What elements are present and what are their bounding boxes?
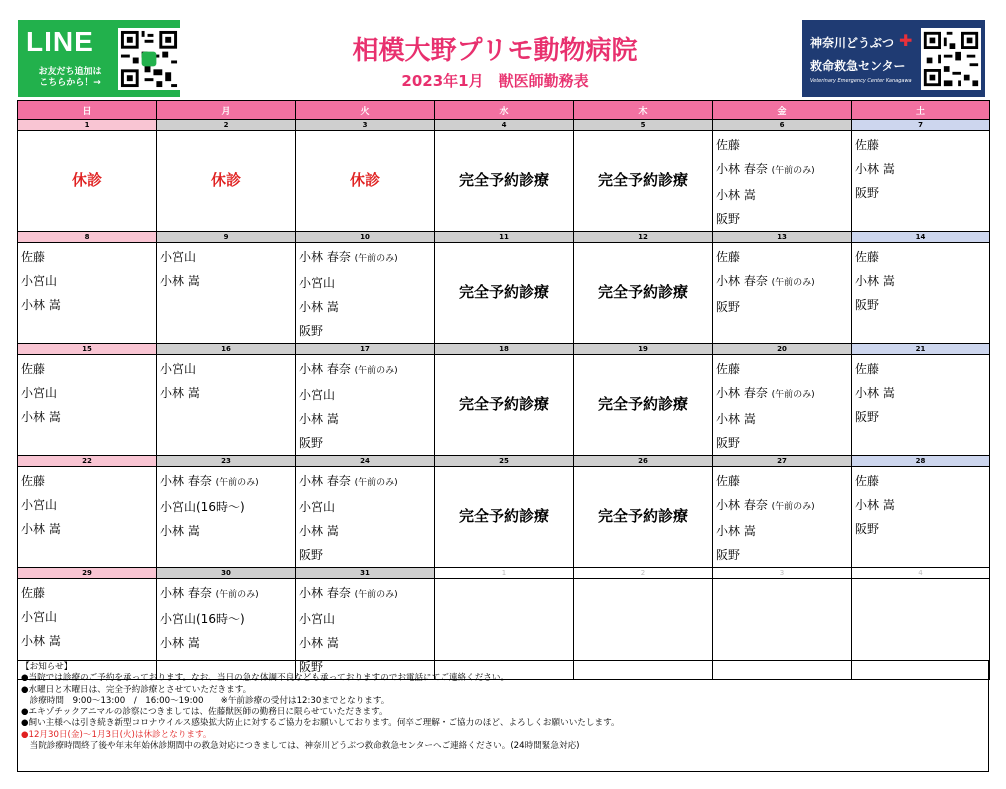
duty-calendar: [17, 100, 990, 680]
doctor-name: 阪野: [299, 660, 324, 674]
reservation-only-label: 完全予約診療: [458, 506, 549, 525]
date-number: 24: [296, 456, 435, 467]
day-cell: [18, 243, 157, 344]
day-cell: [435, 467, 574, 568]
doctor-entry: [18, 605, 156, 629]
doctor-name: 小宮山: [21, 274, 58, 288]
reservation-only-label: 完全予約診療: [597, 170, 688, 189]
doctor-entry: [296, 469, 434, 495]
day-cell: [18, 467, 157, 568]
doctor-name: 小宮山: [299, 276, 336, 290]
doctor-entry: [296, 495, 434, 519]
day-cell: [435, 131, 574, 232]
doctor-name: 小林 春奈: [716, 274, 768, 288]
date-number: 21: [852, 344, 990, 355]
doctor-entry: [852, 133, 989, 157]
notice-line-holiday: ●12月30日(金)～1月3日(火)は休診となります。: [21, 729, 212, 740]
doctor-entry: [713, 543, 851, 567]
date-number: 26: [574, 456, 713, 467]
day-cell: [157, 243, 296, 344]
closed-label: 休診: [349, 170, 380, 189]
doctor-name: 小林 春奈: [716, 162, 768, 176]
doctor-name: 佐藤: [21, 586, 46, 600]
doctor-entry: [852, 293, 989, 317]
doctor-name: 小林 嵩: [299, 412, 339, 426]
doctor-entry: [713, 407, 851, 431]
date-number: 28: [852, 456, 990, 467]
date-number: 14: [852, 232, 990, 243]
date-number: 27: [713, 456, 852, 467]
date-number: 2: [157, 120, 296, 131]
date-number: 1: [435, 568, 574, 579]
doctor-note: (午前のみ): [771, 502, 815, 512]
doctor-entry: [18, 245, 156, 269]
doctor-name: 小林 春奈: [299, 250, 351, 264]
day-cell: [713, 131, 852, 232]
doctor-name: 阪野: [855, 522, 880, 536]
er-badge-english: Veterinary Emergency Center Kanagawa: [810, 78, 912, 84]
emergency-center-badge[interactable]: [802, 20, 985, 97]
weekday-sat: 土: [852, 101, 990, 120]
doctor-name: 阪野: [299, 324, 324, 338]
day-cell: [18, 131, 157, 232]
day-cell: [296, 467, 435, 568]
date-number: 3: [713, 568, 852, 579]
doctor-entry: [18, 357, 156, 381]
qr-code-graphic: [118, 28, 180, 90]
doctor-entry: [157, 495, 295, 519]
doctor-entry: [296, 543, 434, 567]
day-cell: [435, 243, 574, 344]
doctor-name: 阪野: [299, 548, 324, 562]
doctor-name: 小林 嵩: [855, 274, 895, 288]
day-cell: [574, 355, 713, 456]
doctor-entry: [713, 133, 851, 157]
line-badge-caption-line1: お友だち追加は: [38, 67, 102, 77]
doctor-name: 小林 嵩: [716, 188, 756, 202]
weekday-tue: 火: [296, 101, 435, 120]
doctor-entry: [157, 607, 295, 631]
date-number: 9: [157, 232, 296, 243]
doctor-name: 佐藤: [855, 474, 880, 488]
date-number: 1: [18, 120, 157, 131]
doctor-entry: [296, 295, 434, 319]
doctor-note: (午前のみ): [771, 390, 815, 400]
date-number: 5: [574, 120, 713, 131]
doctor-entry: [852, 381, 989, 405]
weekday-fri: 金: [713, 101, 852, 120]
doctor-entry: [852, 157, 989, 181]
doctor-entry: [157, 269, 295, 293]
doctor-entry: [713, 469, 851, 493]
date-number: 3: [296, 120, 435, 131]
closed-label: 休診: [210, 170, 241, 189]
line-badge-caption-line2: こちらから！→: [39, 78, 101, 88]
doctor-name: 小林 春奈: [716, 498, 768, 512]
doctor-name: 小林 嵩: [855, 386, 895, 400]
doctor-entry: [296, 319, 434, 343]
doctor-entry: [18, 469, 156, 493]
doctor-entry: [852, 245, 989, 269]
reservation-only-label: 完全予約診療: [458, 170, 549, 189]
doctor-name: 阪野: [716, 436, 741, 450]
doctor-name: 小林 嵩: [21, 410, 61, 424]
doctor-entry: [713, 269, 851, 295]
doctor-name: 小林 嵩: [299, 300, 339, 314]
day-cell: [296, 355, 435, 456]
notice-line: ●エキゾチックアニマルの診察につきましては、佐藤獣医師の勤務日に限らせていただきます。: [21, 707, 388, 718]
notice-line: 診療時間 9:00～13:00 / 16:00～19:00 ※午前診療の受付は12:30までとなります。: [21, 695, 390, 706]
date-number: 12: [574, 232, 713, 243]
doctor-entry: [713, 357, 851, 381]
doctor-entry: [296, 581, 434, 607]
day-cell: [713, 355, 852, 456]
calendar-body: [18, 120, 990, 680]
doctor-entry: [157, 245, 295, 269]
doctor-name: 小宮山: [21, 386, 58, 400]
doctor-name: 佐藤: [716, 138, 741, 152]
day-cell: [18, 355, 157, 456]
day-cell: [296, 131, 435, 232]
doctor-entry: [713, 207, 851, 231]
notice-box: [17, 660, 989, 772]
weekday-wed: 水: [435, 101, 574, 120]
doctor-entry: [852, 469, 989, 493]
date-row: [18, 232, 990, 243]
doctor-entry: [18, 405, 156, 429]
doctor-entry: [713, 183, 851, 207]
page-subtitle: 2023年1月 獣医師勤務表: [401, 72, 589, 90]
date-row: [18, 344, 990, 355]
doctor-name: 小宮山: [299, 612, 336, 626]
doctor-note: (午前のみ): [354, 366, 398, 376]
doctor-entry: [18, 293, 156, 317]
doctor-note: (午前のみ): [771, 166, 815, 176]
line-logo-text: LINE: [26, 26, 94, 57]
reservation-only-label: 完全予約診療: [597, 506, 688, 525]
doctor-name: 小林 春奈: [299, 474, 351, 488]
weekday-thu: 木: [574, 101, 713, 120]
notice-lines: [21, 673, 985, 752]
doctor-name: 佐藤: [716, 250, 741, 264]
doctor-name: 小林 嵩: [716, 412, 756, 426]
date-number: 8: [18, 232, 157, 243]
doctor-name: 小林 嵩: [855, 162, 895, 176]
doctor-entry: [296, 431, 434, 455]
doctor-note: (午前のみ): [354, 590, 398, 600]
doctor-entry: [157, 631, 295, 655]
doctor-entry: [296, 357, 434, 383]
line-friend-badge[interactable]: [18, 20, 180, 97]
date-number: 30: [157, 568, 296, 579]
doctor-name: 佐藤: [855, 138, 880, 152]
date-number: 4: [852, 568, 990, 579]
date-number: 15: [18, 344, 157, 355]
date-number: 19: [574, 344, 713, 355]
er-badge-line1: 神奈川どうぶつ: [810, 36, 895, 50]
doctor-entry: [713, 493, 851, 519]
er-qr-code-icon[interactable]: [921, 28, 981, 90]
doctor-entry: [18, 269, 156, 293]
doctor-entry: [852, 405, 989, 429]
qr-code-graphic: [921, 28, 981, 90]
doctor-name: 小林 嵩: [160, 274, 200, 288]
doctor-name: 小宮山: [21, 610, 58, 624]
weekday-header-row: [18, 101, 990, 120]
doctor-name: 阪野: [855, 186, 880, 200]
doctor-name: 小林 春奈: [160, 586, 212, 600]
doctor-name: 小林 春奈: [299, 362, 351, 376]
doctor-note: (午前のみ): [354, 478, 398, 488]
doctor-name: 小林 嵩: [21, 298, 61, 312]
doctor-entry: [296, 519, 434, 543]
date-number: 31: [296, 568, 435, 579]
doctor-entry: [18, 629, 156, 653]
line-qr-code-icon[interactable]: [118, 28, 180, 90]
date-number: 10: [296, 232, 435, 243]
week-row: [18, 355, 990, 456]
day-cell: [852, 131, 990, 232]
doctor-name: 小林 春奈: [160, 474, 212, 488]
doctor-name: 小林 嵩: [855, 498, 895, 512]
doctor-name: 阪野: [716, 548, 741, 562]
doctor-name: 佐藤: [21, 250, 46, 264]
doctor-name: 佐藤: [716, 362, 741, 376]
reservation-only-label: 完全予約診療: [458, 282, 549, 301]
week-row: [18, 131, 990, 232]
date-number: 6: [713, 120, 852, 131]
doctor-name: 小宮山(16時～): [160, 612, 245, 626]
doctor-name: 佐藤: [716, 474, 741, 488]
doctor-name: 小宮山: [160, 362, 197, 376]
day-cell: [713, 467, 852, 568]
doctor-name: 小林 嵩: [160, 636, 200, 650]
doctor-name: 佐藤: [21, 474, 46, 488]
date-number: 17: [296, 344, 435, 355]
doctor-note: (午前のみ): [771, 278, 815, 288]
reservation-only-label: 完全予約診療: [458, 394, 549, 413]
doctor-entry: [18, 381, 156, 405]
day-cell: [574, 467, 713, 568]
doctor-name: 阪野: [716, 212, 741, 226]
date-number: 22: [18, 456, 157, 467]
date-number: 25: [435, 456, 574, 467]
doctor-entry: [157, 357, 295, 381]
doctor-name: 小林 嵩: [160, 386, 200, 400]
day-cell: [157, 131, 296, 232]
doctor-entry: [18, 493, 156, 517]
doctor-entry: [18, 517, 156, 541]
day-cell: [713, 243, 852, 344]
doctor-name: 小宮山: [299, 500, 336, 514]
date-row: [18, 568, 990, 579]
doctor-name: 小宮山(16時～): [160, 500, 245, 514]
doctor-entry: [713, 381, 851, 407]
doctor-entry: [296, 407, 434, 431]
doctor-name: 小林 嵩: [160, 524, 200, 538]
doctor-entry: [296, 271, 434, 295]
day-cell: [435, 355, 574, 456]
doctor-name: 阪野: [716, 300, 741, 314]
doctor-note: (午前のみ): [215, 590, 259, 600]
doctor-entry: [157, 519, 295, 543]
doctor-entry: [296, 607, 434, 631]
doctor-entry: [18, 581, 156, 605]
doctor-entry: [852, 269, 989, 293]
doctor-entry: [713, 431, 851, 455]
date-number: 23: [157, 456, 296, 467]
doctor-name: 佐藤: [855, 250, 880, 264]
doctor-name: 小林 嵩: [716, 524, 756, 538]
notice-line: ●飼い主様へは引き続き新型コロナウイルス感染拡大防止に対するご協力をお願いしております。何卒ご理解・ご協力のほど、よろしくお願いいたします。: [21, 718, 620, 729]
doctor-entry: [852, 493, 989, 517]
doctor-entry: [296, 631, 434, 655]
doctor-entry: [713, 295, 851, 319]
doctor-note: (午前のみ): [354, 254, 398, 264]
day-cell: [157, 467, 296, 568]
doctor-name: 阪野: [855, 298, 880, 312]
doctor-entry: [296, 245, 434, 271]
doctor-entry: [157, 581, 295, 607]
doctor-entry: [296, 383, 434, 407]
doctor-entry: [852, 181, 989, 205]
weekday-sun: 日: [18, 101, 157, 120]
day-cell: [852, 243, 990, 344]
notice-line: 当院診療時間終了後や年末年始休診期間中の救急対応につきましては、神奈川どうぶつ救命救急センターへご連絡ください。(24時間緊急対応): [21, 741, 580, 752]
day-cell: [852, 467, 990, 568]
date-number: 18: [435, 344, 574, 355]
date-row: [18, 456, 990, 467]
date-number: 2: [574, 568, 713, 579]
closed-label: 休診: [71, 170, 102, 189]
day-cell: [296, 243, 435, 344]
doctor-name: 小宮山: [160, 250, 197, 264]
doctor-name: 佐藤: [21, 362, 46, 376]
week-row: [18, 467, 990, 568]
notice-heading: 【お知らせ】: [21, 662, 73, 672]
day-cell: [852, 355, 990, 456]
doctor-name: 小林 嵩: [21, 634, 61, 648]
er-badge-line2: 救命救急センター: [810, 59, 906, 73]
doctor-entry: [852, 357, 989, 381]
doctor-entry: [852, 517, 989, 541]
date-number: 29: [18, 568, 157, 579]
weekday-mon: 月: [157, 101, 296, 120]
doctor-name: 小林 嵩: [299, 524, 339, 538]
doctor-entry: [713, 519, 851, 543]
doctor-entry: [157, 469, 295, 495]
line-badge-caption: [24, 67, 116, 89]
doctor-name: 佐藤: [855, 362, 880, 376]
doctor-name: 阪野: [299, 436, 324, 450]
date-number: 7: [852, 120, 990, 131]
day-cell: [574, 243, 713, 344]
doctor-name: 阪野: [855, 410, 880, 424]
doctor-name: 小林 春奈: [299, 586, 351, 600]
date-row: [18, 120, 990, 131]
date-number: 4: [435, 120, 574, 131]
date-number: 16: [157, 344, 296, 355]
page-title: 相模大野プリモ動物病院: [352, 36, 638, 66]
reservation-only-label: 完全予約診療: [597, 282, 688, 301]
day-cell: [157, 355, 296, 456]
date-number: 20: [713, 344, 852, 355]
notice-line: ●水曜日と木曜日は、完全予約診療とさせていただきます。: [21, 684, 252, 695]
date-number: 11: [435, 232, 574, 243]
notice-line: ●当院では診療のご予約を承っております。なお、当日の急な体調不良なども承っておりますのでお電話にてご連絡ください。: [21, 673, 510, 684]
doctor-name: 小宮山: [299, 388, 336, 402]
doctor-name: 小宮山: [21, 498, 58, 512]
doctor-entry: [157, 381, 295, 405]
doctor-name: 小林 嵩: [299, 636, 339, 650]
doctor-entry: [713, 245, 851, 269]
red-cross-icon: ✚: [899, 31, 913, 50]
doctor-note: (午前のみ): [215, 478, 259, 488]
week-row: [18, 243, 990, 344]
reservation-only-label: 完全予約診療: [597, 394, 688, 413]
doctor-name: 小林 春奈: [716, 386, 768, 400]
doctor-entry: [713, 157, 851, 183]
date-number: 13: [713, 232, 852, 243]
day-cell: [574, 131, 713, 232]
doctor-name: 小林 嵩: [21, 522, 61, 536]
